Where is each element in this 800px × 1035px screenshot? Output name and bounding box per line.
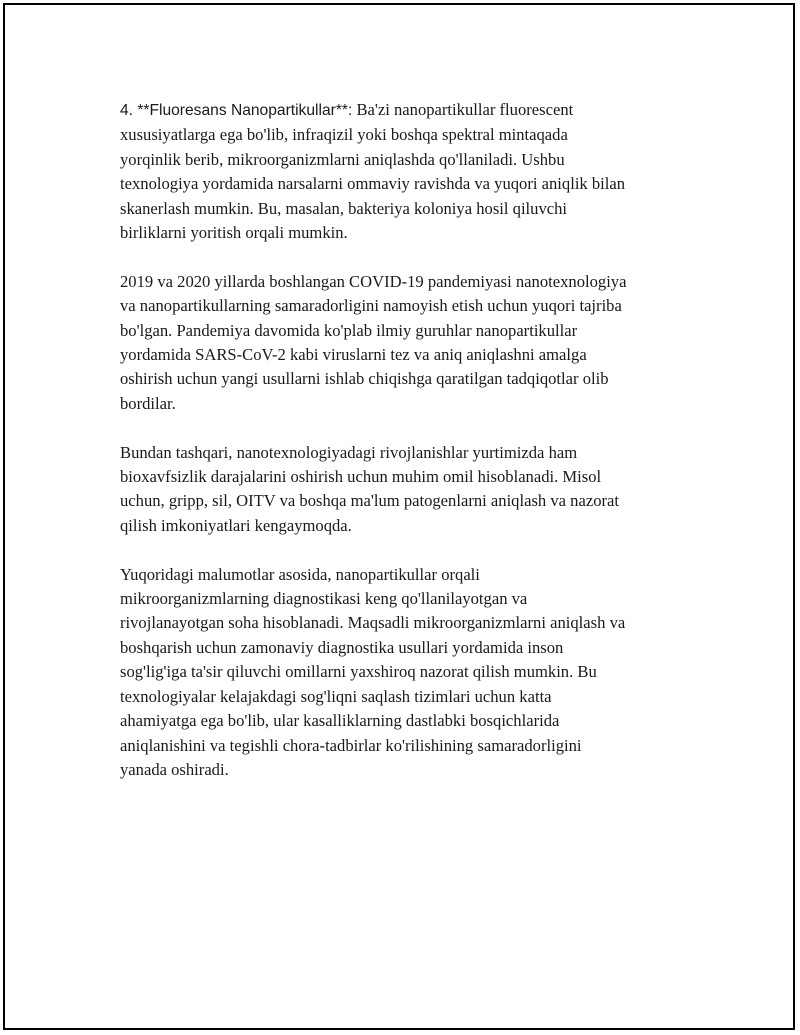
paragraph-line: skanerlash mumkin. Bu, masalan, bakteriya koloniya hosil qiluvchi bbox=[120, 198, 568, 218]
paragraph-line: boshqarish uchun zamonaviy diagnostika usullari yordamida inson bbox=[120, 637, 564, 657]
paragraph-line: oshirish uchun yangi usullarni ishlab chiqishga qaratilgan tadqiqotlar olib bbox=[120, 369, 609, 389]
paragraph-line: bordilar. bbox=[120, 393, 176, 413]
paragraph-line: Yuqoridagi malumotlar asosida, nanopartikullar orqali bbox=[120, 564, 480, 584]
paragraph-line: Bundan tashqari, nanotexnologiyadagi rivojlanishlar yurtimizda ham bbox=[120, 442, 578, 462]
numbered-heading: 4. **Fluoresans Nanopartikullar**: bbox=[120, 102, 353, 119]
paragraph-line: mikroorganizmlarning diagnostikasi keng qo'llanilayotgan va bbox=[120, 589, 528, 609]
paragraph-line: yorqinlik berib, mikroorganizmlarni aniqlashda qo'llaniladi. Ushbu bbox=[120, 149, 565, 169]
paragraph-line: xususiyatlarga ega bo'lib, infraqizil yoki boshqa spektral mintaqada bbox=[120, 125, 568, 145]
paragraph-line: bioxavfsizlik darajalarini oshirish uchun muhim omil hisoblanadi. Misol bbox=[120, 467, 602, 487]
paragraph-line: va nanopartikullarning samaradorligini namoyish etish uchun yuqori tajriba bbox=[120, 296, 622, 316]
paragraph-line: rivojlanayotgan soha hisoblanadi. Maqsadli mikroorganizmlarni aniqlash va bbox=[120, 613, 626, 633]
paragraph-line: ahamiyatga ega bo'lib, ular kasalliklarning dastlabki bosqichlarida bbox=[120, 711, 560, 731]
paragraph-conclusion bbox=[120, 563, 700, 783]
paragraph-covid-19 bbox=[120, 270, 700, 416]
paragraph-fluorescent-nanoparticles bbox=[120, 98, 700, 245]
paragraph-line: texnologiyalar kelajakdagi sog'liqni saqlash tizimlari uchun katta bbox=[120, 686, 552, 706]
paragraph-biosafety bbox=[120, 441, 700, 539]
paragraph-line: yanada oshiradi. bbox=[120, 759, 229, 779]
paragraph-line: texnologiya yordamida narsalarni ommaviy ravishda va yuqori aniqlik bilan bbox=[120, 174, 626, 194]
paragraph-text: Ba'zi nanopartikullar fluorescent bbox=[352, 100, 574, 119]
paragraph-line: bo'lgan. Pandemiya davomida ko'plab ilmiy guruhlar nanopartikullar bbox=[120, 320, 578, 340]
paragraph-line: qilish imkoniyatlari kengaymoqda. bbox=[120, 515, 352, 535]
paragraph-line: sog'lig'iga ta'sir qiluvchi omillarni yaxshiroq nazorat qilish mumkin. Bu bbox=[120, 662, 597, 682]
paragraph-line: yordamida SARS-CoV-2 kabi viruslarni tez va aniq aniqlashni amalga bbox=[120, 345, 587, 365]
paragraph-line: birliklarni yoritish orqali mumkin. bbox=[120, 223, 348, 243]
paragraph-line bbox=[120, 98, 700, 123]
paragraph-line: 2019 va 2020 yillarda boshlangan COVID-19 pandemiyasi nanotexnologiya bbox=[120, 271, 627, 291]
document-page bbox=[3, 3, 795, 1030]
document-body bbox=[120, 98, 700, 807]
paragraph-line: aniqlanishini va tegishli chora-tadbirlar ko'rilishining samaradorligini bbox=[120, 735, 582, 755]
paragraph-line: uchun, gripp, sil, OITV va boshqa ma'lum patogenlarni aniqlash va nazorat bbox=[120, 491, 619, 511]
